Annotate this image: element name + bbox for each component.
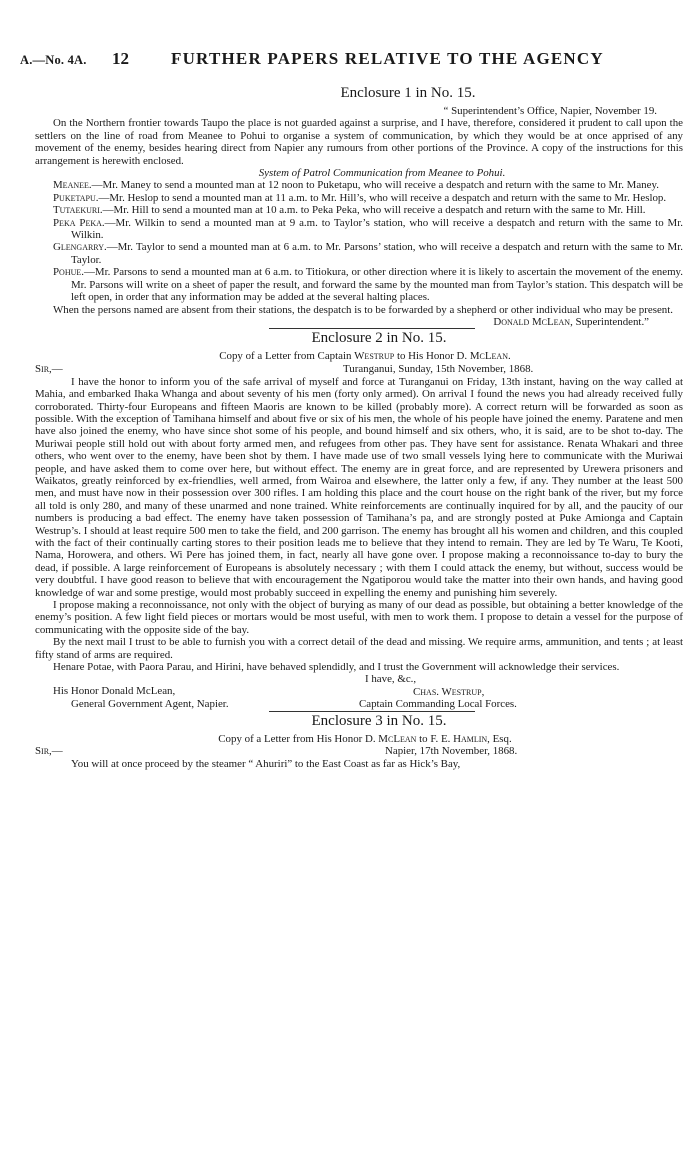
enclosure-3 <box>35 712 683 771</box>
enclosure-1 <box>35 84 683 328</box>
enclosure-3-title: Enclosure 3 in No. 15. <box>311 712 447 729</box>
running-title: FURTHER PAPERS RELATIVE TO THE AGENCY <box>171 49 604 68</box>
patrol-text: —Mr. Heslop to send a mounted man at 11 a.m. to Mr. Hill’s, who will receive a despatch and return with the same to Mr. Heslop. <box>98 191 667 204</box>
patrol-place: Puketapu. <box>53 191 99 204</box>
enclosure-1-paragraph: On the Northern frontier towards Taupo the place is not guarded against a surprise, and I have, therefore, considered it prudent to call upon the settlers on the line of road from Meanee to Pohui to organise a system of communication, by which they would be at once apprised of any movement of the enemy, besides hearing direct from Napier any rumours from other portions of the Province. A copy of the instructions for this arrangement is herewith enclosed. <box>35 117 683 167</box>
sign-off: I have, &c., <box>365 673 417 686</box>
letter-paragraph: Henare Potae, with Paora Parau, and Hirini, have behaved splendidly, and I trust the Government will acknowledge their services. <box>53 661 620 674</box>
signature-name: Chas. Westrup, <box>413 685 485 698</box>
patrol-text: —Mr. Taylor to send a mounted man at 6 a.m. to Mr. Parsons’ station, who will receive a despatch and return with the same to Mr. Taylor. <box>71 241 683 266</box>
patrol-item <box>35 179 683 191</box>
patrol-item <box>35 217 683 242</box>
patrol-text: —Mr. Maney to send a mounted man at 12 noon to Puketapu, who will receive a despatch and return with the same to Mr. Maney. <box>91 179 659 192</box>
patrol-list <box>35 179 683 315</box>
patrol-item <box>35 192 683 204</box>
recipient-name: McLean <box>469 350 508 363</box>
page-header <box>0 47 700 75</box>
patrol-place: Tutaekuri. <box>53 204 103 217</box>
patrol-item <box>35 204 683 216</box>
enclosure-1-subheading: System of Patrol Communication from Meanee to Pohui. <box>258 167 506 180</box>
patrol-place: Glengarry. <box>53 241 107 254</box>
letter-paragraph: You will at once proceed by the steamer “ Ahuriri” to the East Coast as far as Hick’s Bay, <box>71 758 461 771</box>
patrol-place: Peka Peka. <box>53 216 105 229</box>
enclosure-3-subtitle: Copy of a Letter from His Honor D. McLean to F. E. Hamlin, Esq. <box>218 732 512 745</box>
letter-paragraph: I propose making a reconnoissance, not only with the object of burying as many of our dead as possible, but obtaining a better knowledge of the enemy’s position. A few light field pieces or mortars would be most useful, with men to work them. I propose to detain a vessel for the purpose of communicating with the opposite side of the bay. <box>35 599 683 636</box>
salutation-line <box>35 363 683 376</box>
signature-role-row <box>35 698 683 710</box>
enclosure-1-signature <box>109 316 683 328</box>
signature-role: Captain Commanding Local Forces. <box>359 698 517 711</box>
patrol-text: —Mr. Wilkin to send a mounted man at 9 a.m. to Taylor’s station, who will receive a despatch and return with the same to Mr. Wilkin. <box>71 216 683 242</box>
patrol-item <box>35 266 683 303</box>
enclosure-2-subtitle: Copy of a Letter from Captain Westrup to His Honor D. McLean. <box>219 350 511 363</box>
enclosure-1-closing: When the persons named are absent from their stations, the despatch is to be forwarded by a shepherd or other individual who may be present. <box>53 303 673 316</box>
author-name: McLean <box>378 732 417 745</box>
patrol-text: —Mr. Parsons to send a mounted man at 6 a.m. to Titiokura, or other direction where it is likely to ascertain the movement of the enemy. Mr. Parsons will write on a sheet of paper the result, and forward the same by the mounted man from Taylor’s station. This despatch will be left open, in order that any information may be added at the several halting places. <box>71 266 683 304</box>
letter-paragraph: I have the honor to inform you of the safe arrival of myself and force at Turanganui on Friday, 13th instant, having on the way called at Mahia, and embarked Ihaka Whanga and about seventy of his men (forty only armed). On arrival I found the news you had already received fully corroborated. Thirty-four Europeans and fifteen Maoris are known to be killed (probably more). A correct return will be forwarded as soon as possible. With the exception of Tamihana himself and about five or six of his men, the whole of his people have joined the enemy. Paratene and men have also joined the enemy, who have since shot some of his people, and bound himself and six others, who, it is said, are to be shot to-day. The Muriwai people still hold out with about forty armed men, and refugees from other pas. They have sent for assistance. Renata Whakari and three others, who went over to the enemy, have been shot by them. I have made use of two small vessels lying here to communicate with the Muriwai people, and have asked them to come over here, but without effect. The enemy are in great force, and are represented by Urewera prisoners and Waikatos, greatly reinforced by ex-friendlies, well armed, from Wairoa and elsewhere, the latter only a few, if any. They number at the least 500 men, and must have now in their possession over 300 rifles. I am holding this place and the court house on the right bank of the river, but my force all told is only 280, and many of these unarmed and none trained. White reinforcements are continually inquired for by all, and the paucity of our numbers is producing a bad effect. The enemy have taken possession of Tamihana’s pa, and are strongly posted at Puke Amionga and Captain Westrup’s. I should at least require 500 men to take the field, and 200 garrison. The enemy has brought all his women and children, and this coupled with the fact of their continually carting stores to their position leads me to believe that they intend to remain. They are led by Te Waru, Te Kooti, Nama, Horowera, and others. Wi Pere has joined them, in fact, nearly all have gone over. I propose making a reconnoissance to-day to bury the dead, if possible. A large reinforcement of Europeans is absolutely necessary ; with them I could attack the enemy, but without, success would be very doubtful. I have good reason to believe that with encouragement the Ngatiporou would take the matter into their own hands, and having good knowledge of war and some prestige, would most probably succeed in expelling the enemy and punishing him severely. <box>35 375 683 599</box>
document-reference: A.—No. 4A. <box>20 53 87 67</box>
addressee-line: General Government Agent, Napier. <box>71 698 229 711</box>
enclosure-2-dateline: Turanganui, Sunday, 15th November, 1868. <box>343 362 534 375</box>
patrol-place: Pohue. <box>53 266 84 279</box>
salutation: Sir,— <box>35 745 63 758</box>
letter-paragraph: By the next mail I trust to be able to furnish you with a correct detail of the dead and missing. We require arms, ammunition, and tents ; at least fifty stand of arms are required. <box>35 636 683 661</box>
enclosure-1-dateline: “ Superintendent’s Office, Napier, November 19. <box>443 105 657 117</box>
patrol-text: —Mr. Hill to send a mounted man at 10 a.m. to Peka Peka, who will receive a despatch and return with the same to Mr. Hill. <box>102 204 646 217</box>
recipient-name: Hamlin <box>453 732 488 745</box>
signature-role: , Superintendent.” <box>570 315 649 328</box>
patrol-place: Meanee. <box>53 179 92 192</box>
salutation-line <box>35 745 683 758</box>
enclosure-1-title: Enclosure 1 in No. 15. <box>340 85 476 101</box>
author-name: Westrup <box>354 350 395 363</box>
enclosure-2 <box>35 329 683 710</box>
signature-row <box>35 686 683 698</box>
salutation: Sir,— <box>35 362 63 375</box>
signature-name: Donald McLean <box>493 315 571 328</box>
enclosure-2-title: Enclosure 2 in No. 15. <box>311 330 447 347</box>
page-content <box>35 84 683 771</box>
addressee-line: His Honor Donald McLean, <box>53 685 176 698</box>
enclosure-3-dateline: Napier, 17th November, 1868. <box>385 745 518 758</box>
patrol-item <box>35 241 683 266</box>
page-number: 12 <box>112 49 129 68</box>
